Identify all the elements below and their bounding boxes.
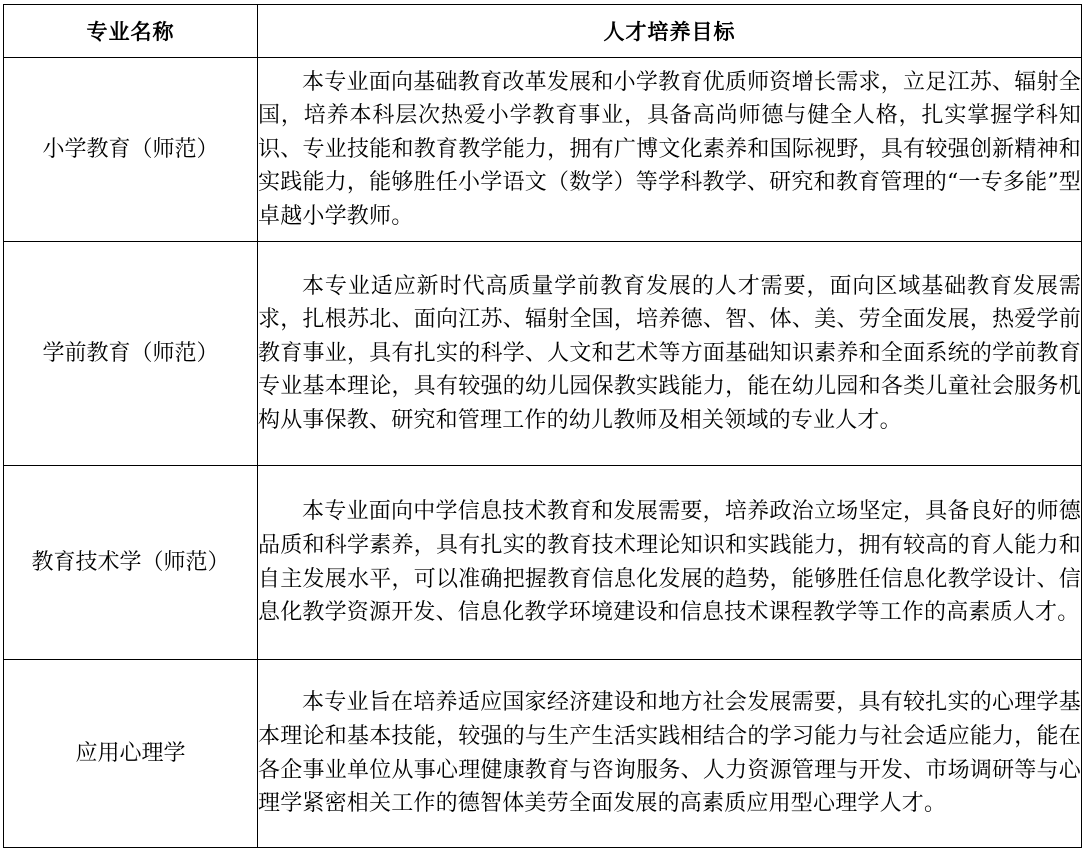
training-goal-cell: 本专业面向中学信息技术教育和发展需要，培养政治立场坚定，具备良好的师德品质和科学素养，具有扎实的教育技术理论知识和实践能力，拥有较高的育人能力和自主发展水平，可以准确把握教育信息化发展的趋势，能够胜任信息化教学设计、信息化教学资源开发、信息化教学环境建设和信息技术课程教学等工作的高素质人才。 (258, 466, 1082, 660)
major-name-cell: 小学教育（师范） (4, 58, 258, 242)
training-goal-cell: 本专业适应新时代高质量学前教育发展的人才需要，面向区域基础教育发展需求，扎根苏北、面向江苏、辐射全国，培养德、智、体、美、劳全面发展，热爱学前教育事业，具有扎实的科学、人文和艺术等方面基础知识素养和全面系统的学前教育专业基本理论，具有较强的幼儿园保教实践能力，能在幼儿园和各类儿童社会服务机构从事保教、研究和管理工作的幼儿教师及相关领域的专业人才。 (258, 242, 1082, 466)
majors-table (3, 4, 1082, 848)
major-name-cell: 应用心理学 (4, 660, 258, 848)
major-name-cell: 学前教育（师范） (4, 242, 258, 466)
table-header-row (4, 5, 1082, 58)
table-row (4, 58, 1082, 242)
header-major-name: 专业名称 (4, 5, 258, 58)
training-goal-cell: 本专业面向基础教育改革发展和小学教育优质师资增长需求，立足江苏、辐射全国，培养本科层次热爱小学教育事业，具备高尚师德与健全人格，扎实掌握学科知识、专业技能和教育教学能力，拥有广博文化素养和国际视野，具有较强创新精神和实践能力，能够胜任小学语文（数学）等学科教学、研究和教育管理的“一专多能”型卓越小学教师。 (258, 58, 1082, 242)
major-name-cell: 教育技术学（师范） (4, 466, 258, 660)
table-row (4, 242, 1082, 466)
table-row (4, 660, 1082, 848)
header-training-goal: 人才培养目标 (258, 5, 1082, 58)
training-goal-cell: 本专业旨在培养适应国家经济建设和地方社会发展需要，具有较扎实的心理学基本理论和基本技能，较强的与生产生活实践相结合的学习能力与社会适应能力，能在各企事业单位从事心理健康教育与咨询服务、人力资源管理与开发、市场调研等与心理学紧密相关工作的德智体美劳全面发展的高素质应用型心理学人才。 (258, 660, 1082, 848)
table-row (4, 466, 1082, 660)
